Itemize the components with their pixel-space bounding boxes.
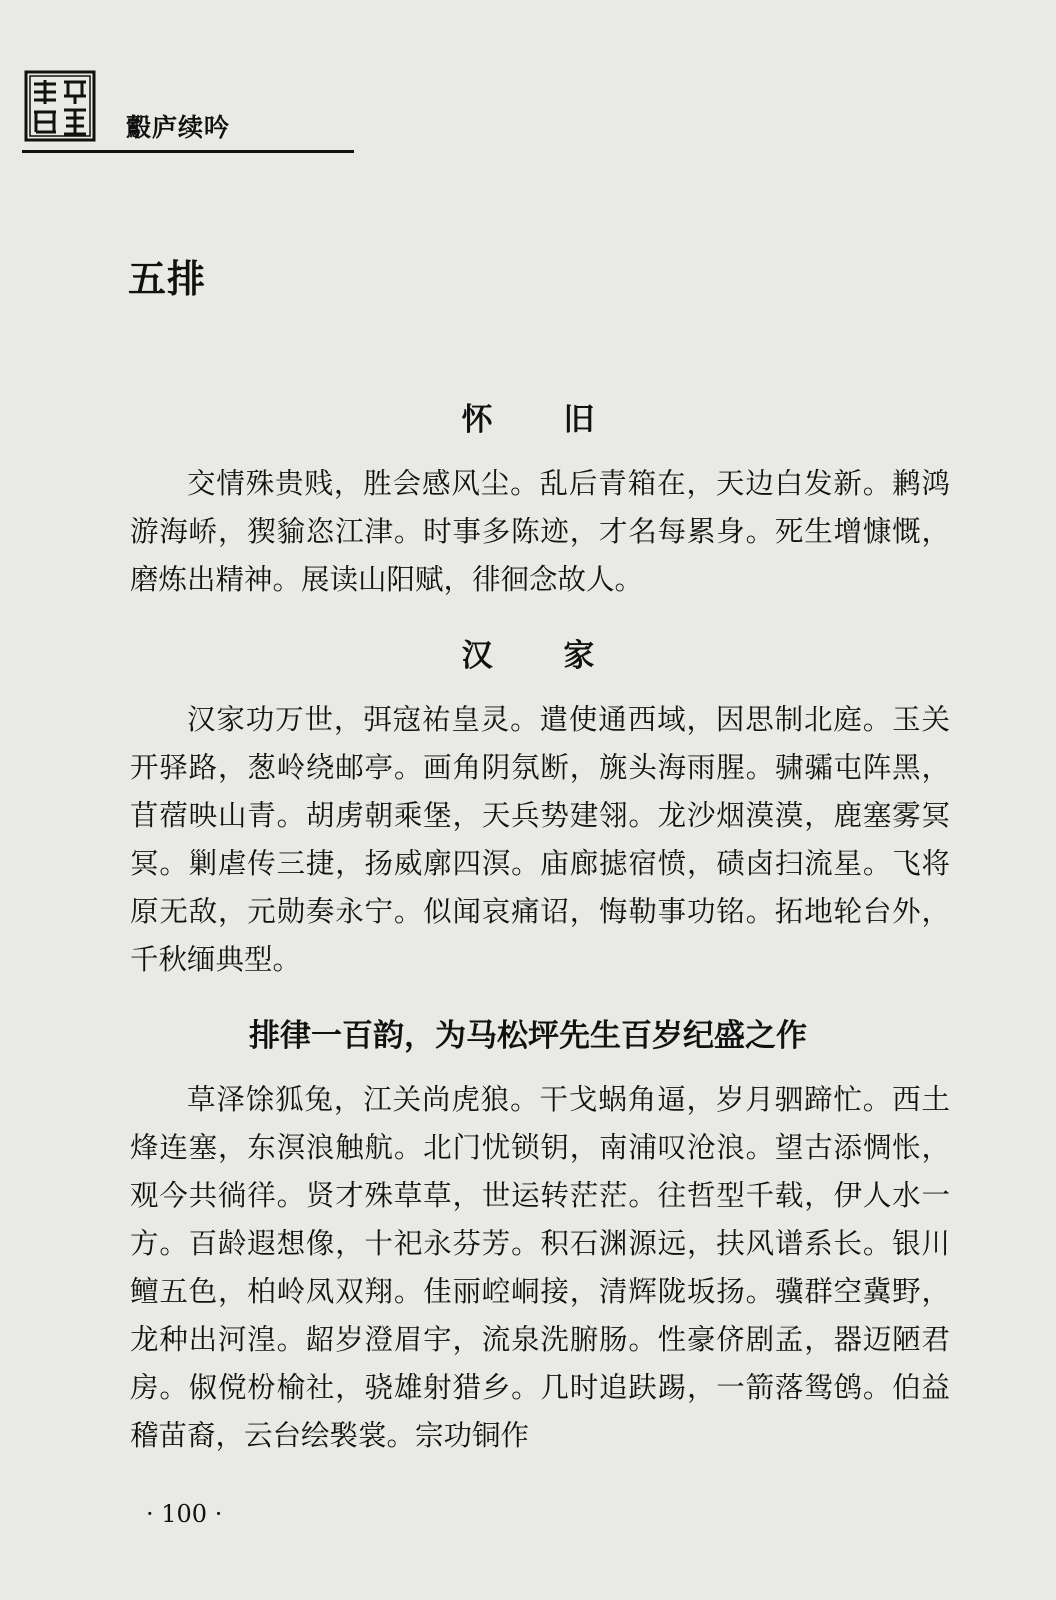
header-rule — [22, 150, 354, 153]
section-title: 五排 — [128, 256, 207, 301]
poem-title: 排律一百韵，为马松坪先生百岁纪盛之作 — [249, 1018, 807, 1054]
poem-title: 怀 旧 — [461, 402, 625, 438]
seal-logo-icon — [24, 70, 96, 142]
poem-body: 汉家功万世，弭寇祐皇灵。遣使通西域，因思制北庭。玉关开驿路，葱岭绕邮亭。画角阴氛断，旐头海雨腥。骕骦屯阵黑，苜蓿映山青。胡虏朝乘堡，天兵势建翎。龙沙烟漠漠，鹿塞雾冥冥。剿虐传三捷，扬威廓四溟。庙廊摅宿愤，碛卤扫流星。飞将原无敌，元勋奏永宁。似闻哀痛诏，悔勒事功铭。拓地轮台外，千秋缅典型。 — [130, 703, 950, 976]
poem-title: 汉 家 — [461, 638, 625, 674]
poem-body: 草泽馀狐兔，江关尚虎狼。干戈蜗角逼，岁月驷蹄忙。西土烽连塞，东溟浪触航。北门忧锁钥，南浦叹沧浪。望古添惆怅，观今共徜徉。贤才殊草草，世运转茫茫。往哲型千载，伊人水一方。百龄遐想像，十祀永芬芳。积石渊源远，扶风谱系长。银川鳣五色，柏岭凤双翔。佳丽崆峒接，清辉陇坂扬。骥群空冀野，龙种出河湟。龆岁澄眉宇，流泉洗腑肠。性豪侪剧孟，器迈陋君房。俶傥枌榆社，骁雄射猎乡。几时追趺踢，一箭落鸳鸧。伯益稽苗裔，云台绘褧裳。宗功铜作 — [130, 1083, 950, 1452]
poem-body: 交情殊贵贱，胜会感风尘。乱后青箱在，天边白发新。鹣鸿游海峤，猰貐恣江津。时事多陈迹，才名每累身。死生增慷慨，磨炼出精神。展读山阳赋，徘徊念故人。 — [130, 467, 950, 596]
running-title: 鷇庐续吟 — [126, 113, 231, 142]
page-number: · 100 · — [146, 1500, 223, 1528]
